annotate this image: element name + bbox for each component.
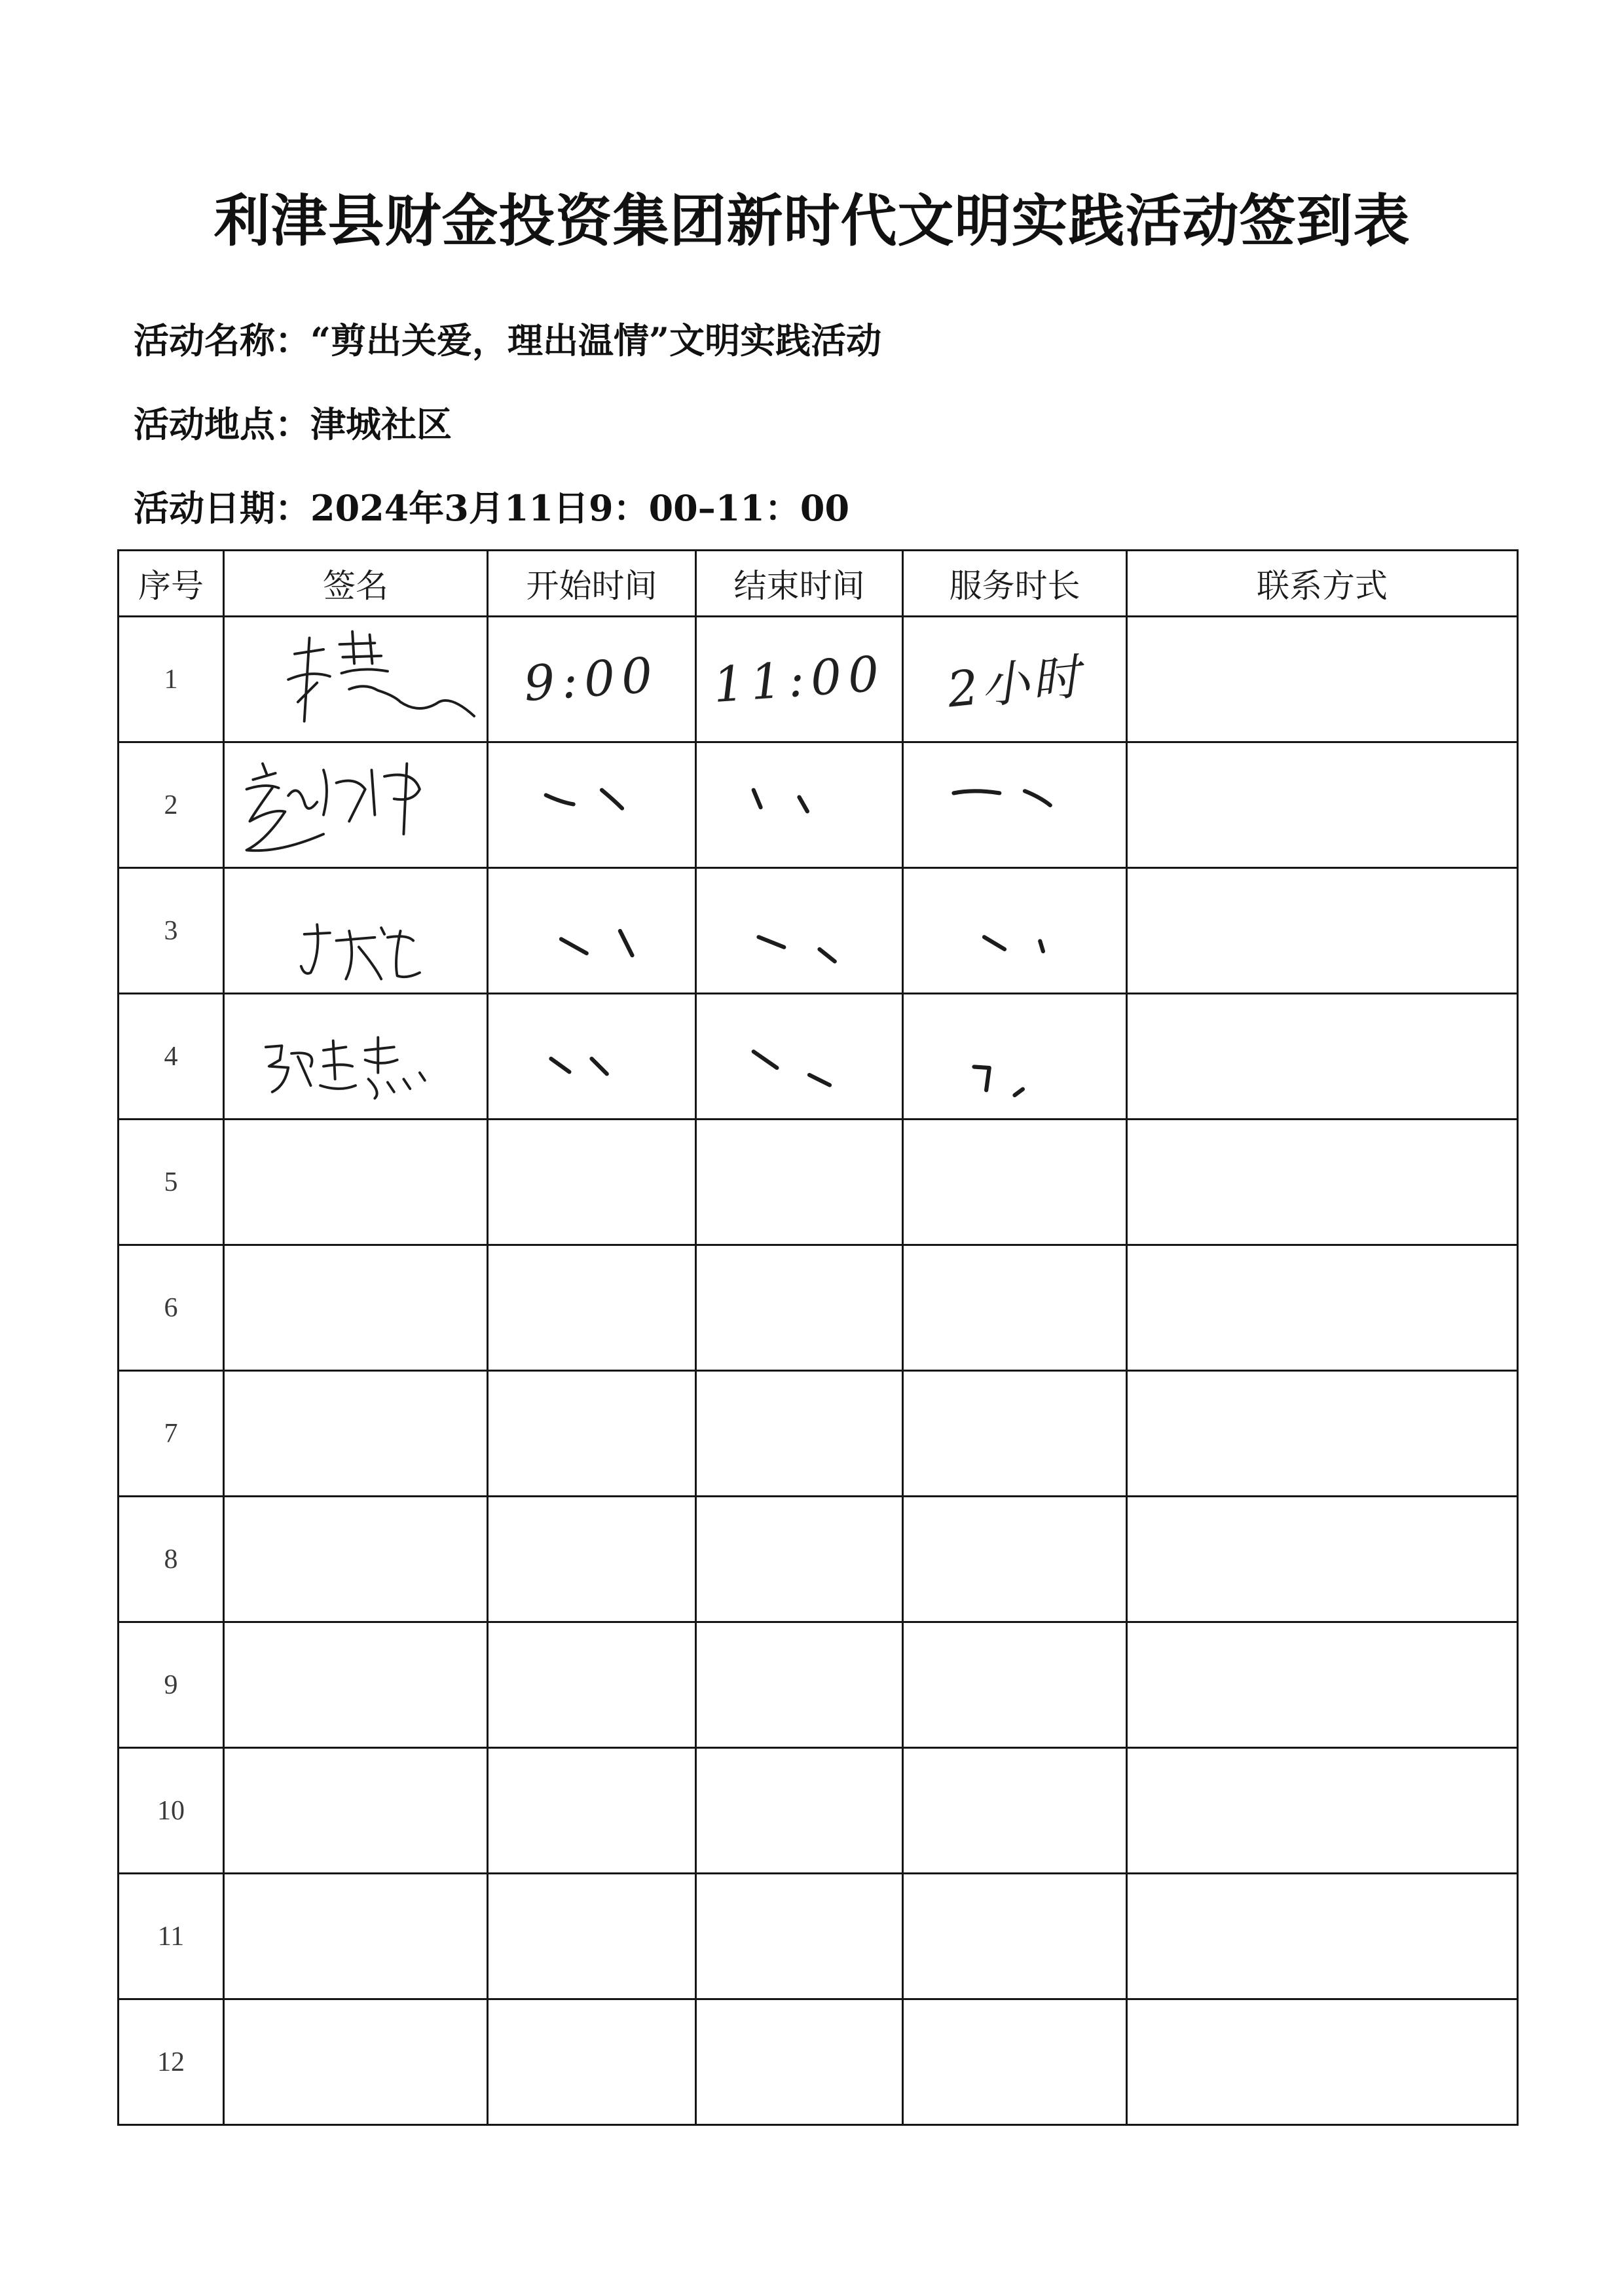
- row-number-cell: [119, 1245, 224, 1371]
- ditto-mark: [489, 744, 695, 866]
- ditto-mark: [489, 996, 695, 1118]
- row-number-cell: [119, 868, 224, 994]
- end-time-cell: [696, 1874, 903, 1999]
- row-number: 3: [164, 915, 178, 946]
- handwritten-signature: [225, 744, 487, 866]
- duration-cell: [903, 617, 1127, 742]
- duration-cell: [903, 994, 1127, 1120]
- contact-cell: [1127, 1371, 1518, 1497]
- duration-cell: [903, 868, 1127, 994]
- header-number: 序号: [119, 551, 224, 617]
- row-number-cell: [119, 1748, 224, 1874]
- contact-cell: [1127, 1245, 1518, 1371]
- ditto-mark: [697, 870, 902, 992]
- start-time-cell: [488, 617, 696, 742]
- start-time-cell: [488, 868, 696, 994]
- signature-cell: [224, 1999, 488, 2125]
- handwritten-signature: [225, 619, 487, 740]
- row-number: 1: [164, 664, 178, 695]
- contact-cell: [1127, 868, 1518, 994]
- contact-cell: [1127, 994, 1518, 1120]
- start-time-cell: [488, 1245, 696, 1371]
- row-number-cell: [119, 1120, 224, 1245]
- table-row: [119, 868, 1518, 994]
- end-time-cell: [696, 1245, 903, 1371]
- end-time-cell: [696, 1120, 903, 1245]
- row-number-cell: [119, 1622, 224, 1748]
- activity-date-value: 2024年3月11日9：00–11：00: [310, 487, 850, 529]
- row-number-cell: [119, 617, 224, 742]
- row-number: 5: [164, 1167, 178, 1197]
- contact-cell: [1127, 1999, 1518, 2125]
- table-row: [119, 1371, 1518, 1497]
- row-number-cell: [119, 1874, 224, 1999]
- ditto-mark: [697, 744, 902, 866]
- signature-cell: [224, 1245, 488, 1371]
- row-number: 10: [157, 1795, 185, 1826]
- ditto-mark: [904, 996, 1126, 1118]
- handwritten-signature: [225, 870, 487, 992]
- duration-cell: [903, 1120, 1127, 1245]
- activity-location-line: [134, 397, 452, 447]
- handwritten-signature: [225, 996, 487, 1118]
- signature-cell: [224, 1874, 488, 1999]
- signature-cell: [224, 868, 488, 994]
- signature-cell: [224, 1371, 488, 1497]
- start-time-cell: [488, 1497, 696, 1622]
- start-time-cell: [488, 1999, 696, 2125]
- row-number: 11: [157, 1921, 185, 1952]
- ditto-mark: [904, 744, 1126, 866]
- row-number: 9: [164, 1669, 178, 1700]
- table-row: [119, 1497, 1518, 1622]
- row-number-cell: [119, 742, 224, 868]
- table-row: [119, 994, 1518, 1120]
- table-row: [119, 1748, 1518, 1874]
- duration-handwritten: 2小时: [944, 647, 1086, 719]
- duration-cell: [903, 1622, 1127, 1748]
- ditto-mark: [697, 996, 902, 1118]
- signature-cell: [224, 1120, 488, 1245]
- table-row: [119, 1999, 1518, 2125]
- start-time-handwritten: 9:00: [522, 646, 661, 712]
- signature-cell: [224, 994, 488, 1120]
- document-title: 利津县财金投资集团新时代文明实践活动签到表: [213, 188, 1411, 254]
- row-number-cell: [119, 1497, 224, 1622]
- header-start-time: 开始时间: [488, 551, 696, 617]
- table-row: [119, 1874, 1518, 1999]
- header-contact: 联系方式: [1127, 551, 1518, 617]
- signature-cell: [224, 1622, 488, 1748]
- end-time-handwritten: 11:00: [711, 645, 887, 714]
- duration-cell: [903, 742, 1127, 868]
- ditto-mark: [904, 870, 1126, 992]
- row-number-cell: [119, 994, 224, 1120]
- end-time-cell: [696, 1999, 903, 2125]
- start-time-cell: [488, 1371, 696, 1497]
- table-row: [119, 617, 1518, 742]
- start-time-cell: [488, 1622, 696, 1748]
- contact-cell: [1127, 1120, 1518, 1245]
- table-row: [119, 1120, 1518, 1245]
- end-time-cell: [696, 742, 903, 868]
- duration-cell: [903, 1245, 1127, 1371]
- end-time-cell: [696, 1497, 903, 1622]
- activity-name-line: [134, 313, 881, 363]
- table-row: [119, 1622, 1518, 1748]
- contact-cell: [1127, 1497, 1518, 1622]
- duration-cell: [903, 1748, 1127, 1874]
- row-number: 4: [164, 1041, 178, 1072]
- activity-name-label: 活动名称：: [134, 319, 310, 361]
- start-time-cell: [488, 1120, 696, 1245]
- duration-cell: [903, 1371, 1127, 1497]
- row-number-cell: [119, 1999, 224, 2125]
- end-time-cell: [696, 1622, 903, 1748]
- signature-cell: [224, 1497, 488, 1622]
- activity-date-line: [134, 481, 849, 531]
- table-row: [119, 742, 1518, 868]
- row-number-cell: [119, 1371, 224, 1497]
- start-time-cell: [488, 742, 696, 868]
- contact-cell: [1127, 1622, 1518, 1748]
- contact-cell: [1127, 742, 1518, 868]
- row-number: 7: [164, 1418, 178, 1449]
- duration-cell: [903, 1999, 1127, 2125]
- end-time-cell: [696, 1371, 903, 1497]
- signature-cell: [224, 742, 488, 868]
- table-header-row: [119, 551, 1518, 617]
- activity-location-value: 津城社区: [310, 403, 452, 445]
- duration-cell: [903, 1497, 1127, 1622]
- start-time-cell: [488, 994, 696, 1120]
- activity-name-value: “剪出关爱，理出温情”文明实践活动: [310, 319, 882, 361]
- activity-date-label: 活动日期：: [134, 487, 310, 529]
- row-number: 8: [164, 1544, 178, 1575]
- end-time-cell: [696, 617, 903, 742]
- ditto-mark: [489, 870, 695, 992]
- end-time-cell: [696, 1748, 903, 1874]
- signature-cell: [224, 1748, 488, 1874]
- contact-cell: [1127, 1748, 1518, 1874]
- header-signature: 签名: [224, 551, 488, 617]
- header-end-time: 结束时间: [696, 551, 903, 617]
- table-row: [119, 1245, 1518, 1371]
- header-service-duration: 服务时长: [903, 551, 1127, 617]
- row-number: 6: [164, 1292, 178, 1323]
- row-number: 12: [157, 2047, 185, 2077]
- duration-cell: [903, 1874, 1127, 1999]
- row-number: 2: [164, 790, 178, 820]
- start-time-cell: [488, 1748, 696, 1874]
- start-time-cell: [488, 1874, 696, 1999]
- contact-cell: [1127, 1874, 1518, 1999]
- end-time-cell: [696, 994, 903, 1120]
- contact-cell: [1127, 617, 1518, 742]
- sign-in-table: [117, 549, 1519, 2126]
- end-time-cell: [696, 868, 903, 994]
- activity-location-label: 活动地点：: [134, 403, 310, 445]
- signature-cell: [224, 617, 488, 742]
